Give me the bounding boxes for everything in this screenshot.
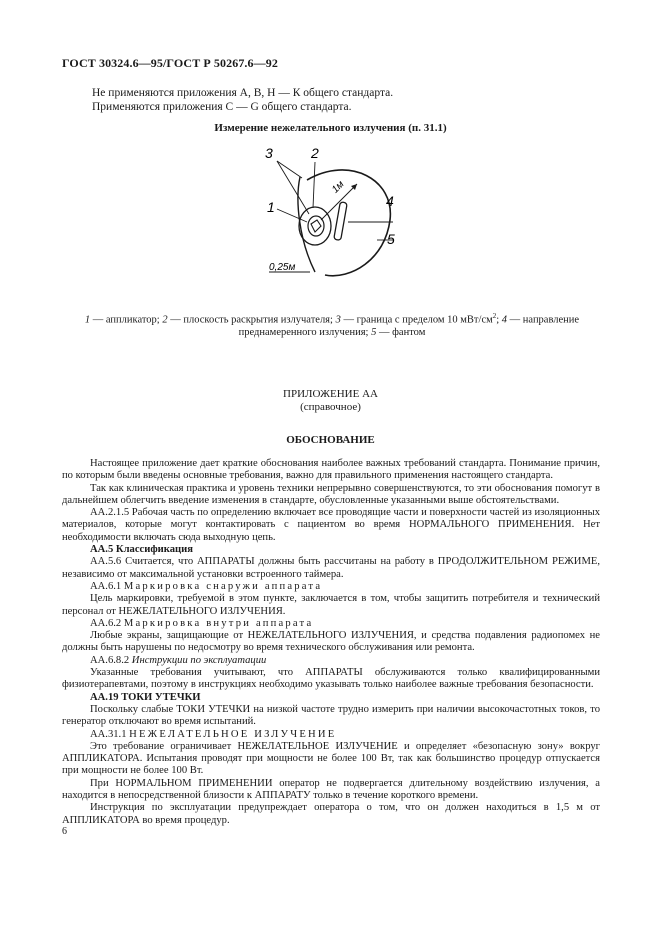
aperture-plane bbox=[334, 202, 347, 241]
paragraph: Поскольку слабые ТОКИ УТЕЧКИ на низкой частоте трудно измерить при наличии высокочастотных токов, то генератор отключают во время испытаний. bbox=[62, 703, 600, 728]
paragraph: Любые экраны, защищающие от НЕЖЕЛАТЕЛЬНОГО ИЗЛУЧЕНИЯ, и средства подавления радиопомех не должны быть нарушены по недосмотру во время технического обслуживания или ремонта. bbox=[62, 630, 600, 654]
paragraph: Цель маркировки, требуемой в этом пункте, заключается в том, чтобы защитить потребителя и технический персонал от НЕЖЕЛАТЕЛЬНОГО ИЗЛУЧЕНИЯ. bbox=[62, 593, 600, 617]
radiation-measurement-diagram bbox=[255, 140, 405, 288]
paragraph: При НОРМАЛЬНОМ ПРИМЕНЕНИИ оператор не подвергается длительному воздействию излучения, а находится в непосредственной близости к АППАРАТУ только в течение короткого времени. bbox=[62, 777, 600, 802]
intro-line-2: Применяются приложения С — G общего стандарта. bbox=[92, 101, 352, 113]
paragraph: АА.5.6 Считается, что АППАРАТЫ должны быть рассчитаны на работу в ПРОДОЛЖИТЕЛЬНОМ РЕЖИМЕ, независимо от максимальной установки встроенного таймера. bbox=[62, 556, 600, 580]
subheading-unwanted-radiation: АА.31.1 НЕЖЕЛАТЕЛЬНОЕ ИЗЛУЧЕНИЕ bbox=[90, 728, 337, 740]
applicator-core bbox=[311, 220, 321, 232]
document-body bbox=[62, 458, 600, 827]
label-3: 3 bbox=[265, 145, 273, 161]
label-5: 5 bbox=[387, 231, 395, 247]
intro-line-1: Не применяются приложения А, В, Н — К общего стандарта. bbox=[92, 87, 394, 99]
heading-leakage-currents: АА.19 ТОКИ УТЕЧКИ bbox=[90, 691, 201, 703]
subheading-marking-inside: АА.6.2 Маркировка внутри аппарата bbox=[90, 617, 314, 629]
boundary-curve bbox=[298, 177, 315, 272]
label-4: 4 bbox=[386, 193, 394, 209]
appendix-title: ПРИЛОЖЕНИЕ АА bbox=[283, 388, 378, 400]
subheading-marking-outside: АА.6.1 Маркировка снаружи аппарата bbox=[90, 580, 323, 592]
heading-classification: АА.5 Классификация bbox=[90, 544, 193, 556]
standard-header: ГОСТ 30324.6—95/ГОСТ Р 50267.6—92 bbox=[62, 56, 278, 70]
subheading-instructions: АА.6.8.2 Инструкции по эксплуатации bbox=[90, 654, 267, 666]
paragraph: Инструкция по эксплуатации предупреждает оператора о том, что он должен находиться в 1,5 м от АППЛИКАТОРА во время процедур. bbox=[62, 802, 600, 826]
page-number: 6 bbox=[62, 826, 67, 837]
figure-caption: 1 — аппликатор; 2 — плоскость раскрытия излучателя; 3 — граница с пределом 10 мВт/$см^2$; 4 — направление преднамеренного излучения; 5 — фантом bbox=[84, 312, 580, 338]
paragraph: Это требование ограничивает НЕЖЕЛАТЕЛЬНОЕ ИЗЛУЧЕНИЕ и определяет «безопасную зону» вокруг АППЛИКАТОРА. Испытания проводят при мощности не более 100 Вт, так как большинство процедур отпускается при мощности не более 100 Вт. bbox=[62, 740, 600, 777]
appendix-subtitle: (справочное) bbox=[300, 401, 361, 413]
section-title: ОБОСНОВАНИЕ bbox=[286, 434, 375, 446]
paragraph: АА.2.1.5 Рабочая часть по определению включает все проводящие части и поверхности частей из изоляционных материалов, которые могут контактировать с пациентом во время НОРМАЛЬНОГО ПРИМЕНЕНИЯ. Нет необходимости включать сюда выходную цепь. bbox=[62, 507, 600, 543]
distance-label-025m: 0,25м bbox=[269, 262, 296, 273]
label-2: 2 bbox=[311, 145, 319, 161]
figure-title: Измерение нежелательного излучения (п. 31.1) bbox=[214, 122, 447, 134]
paragraph: Так как клиническая практика и уровень техники непрерывно совершенствуются, то эти обоснования помогут в дальнейшем облегчить введение изменения в стандарте, обусловленные указанными выше обстоятельствами. bbox=[62, 482, 600, 506]
paragraph: Настоящее приложение дает краткие обоснования наиболее важных требований стандарта. Понимание причин, по которым были введены основные требования, важно для правильного применения настоящего стандарта. bbox=[62, 458, 600, 482]
applicator-outer bbox=[299, 207, 331, 245]
label-1: 1 bbox=[267, 199, 275, 215]
distance-label-1m: 1м bbox=[329, 178, 347, 196]
paragraph: Указанные требования учитывают, что АППАРАТЫ обслуживаются только квалифицированными физиотерапевтами, поэтому в инструкциях необходимо указывать только наиболее важные требования безопасности. bbox=[62, 667, 600, 691]
